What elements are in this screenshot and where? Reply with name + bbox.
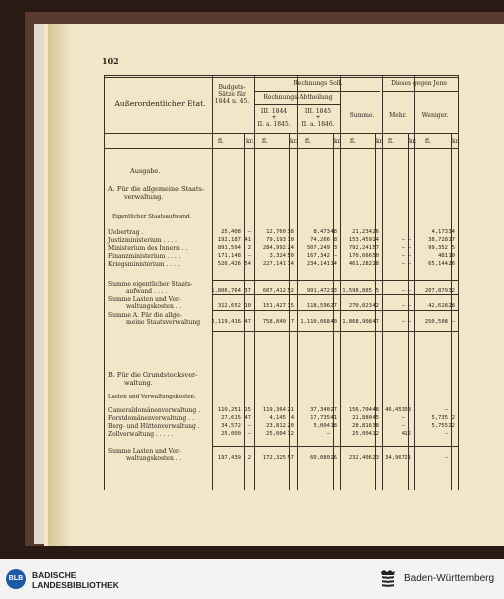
unit-rule bbox=[104, 148, 458, 149]
cell-k2: 52 bbox=[287, 288, 294, 294]
cell-c4: 1,598,885 bbox=[342, 288, 372, 294]
unit-label: fl. bbox=[350, 138, 356, 145]
row-label: Kriegsministerium . . . . bbox=[108, 261, 180, 268]
cell-c1: 192,187 bbox=[217, 237, 241, 243]
table-top-rule bbox=[104, 75, 458, 76]
cell-k6: 34 bbox=[448, 229, 455, 235]
section-a-title-2: verwaltung. bbox=[124, 193, 164, 201]
table-vline-0 bbox=[104, 75, 105, 490]
cell-c4: 1,868,908 bbox=[342, 319, 372, 325]
unit-label: kr. bbox=[452, 138, 460, 145]
unit-label: kr. bbox=[334, 138, 342, 145]
cell-c5: — bbox=[401, 261, 405, 267]
cell-k6: 17 bbox=[448, 237, 455, 243]
cell-k2: 10 bbox=[287, 237, 294, 243]
cell-c5: 34,967 bbox=[385, 455, 405, 461]
period2-plus: + bbox=[315, 114, 321, 121]
diff-sub-rule bbox=[382, 91, 458, 92]
cell-c2: 4,145 bbox=[269, 415, 286, 421]
cell-k6: 5 bbox=[451, 245, 455, 251]
row-label: Justizministerium . . . . bbox=[108, 237, 177, 244]
cell-k3: 14 bbox=[330, 261, 337, 267]
section-lasten: Lasten und Verwaltungskosten. bbox=[108, 394, 196, 400]
cell-c3: 60,080 bbox=[310, 455, 330, 461]
cell-c1: 110,251 bbox=[217, 407, 241, 413]
cell-k4: 38 bbox=[372, 423, 379, 429]
cell-c3: 17,735 bbox=[310, 415, 330, 421]
page-number: 102 bbox=[102, 56, 119, 66]
row-label: Finanzministerium . . . . bbox=[108, 253, 181, 260]
cell-c2: 151,427 bbox=[262, 303, 286, 309]
cell-c4: 170,666 bbox=[348, 253, 372, 259]
row-label: Ministerium des Innern . . bbox=[108, 245, 188, 252]
unit-label: fl. bbox=[305, 138, 311, 145]
cell-k1: 2 bbox=[247, 455, 251, 461]
cell-k5: 33 bbox=[404, 407, 411, 413]
blb-name[interactable] bbox=[32, 570, 119, 590]
cell-k3: 26 bbox=[330, 455, 337, 461]
cell-k3: 40 bbox=[330, 319, 337, 325]
row-label: Summe Lasten und Ver- bbox=[108, 296, 181, 303]
cell-c1: 27,615 bbox=[221, 415, 241, 421]
cell-c4: 270,023 bbox=[348, 303, 372, 309]
abtheilung-header: Rechnungs-Abtheilung bbox=[263, 94, 333, 101]
summe-header: Summe. bbox=[349, 112, 375, 119]
period2-a: III. 1845 bbox=[304, 108, 332, 115]
cell-c5: — bbox=[401, 319, 405, 325]
cell-k5: — bbox=[407, 245, 411, 251]
unit-label: fl. bbox=[425, 138, 431, 145]
unit-label: fl. bbox=[262, 138, 268, 145]
cell-c1: 34,572 bbox=[221, 423, 241, 429]
sum-rule-4 bbox=[212, 331, 458, 332]
cell-k6: 28 bbox=[448, 303, 455, 309]
cell-k6: 10 bbox=[448, 253, 455, 259]
cell-k1: – bbox=[247, 229, 251, 235]
cell-k2: 24 bbox=[287, 245, 294, 251]
cell-k6: — bbox=[451, 319, 455, 325]
unit-label: fl. bbox=[218, 138, 224, 145]
cell-c5: — bbox=[401, 415, 405, 421]
cell-c1: 312,652 bbox=[217, 303, 241, 309]
cell-k3: 3 bbox=[333, 245, 337, 251]
cell-c5: — bbox=[401, 253, 405, 259]
cell-k1: 47 bbox=[244, 415, 251, 421]
cell-k4: 28 bbox=[372, 261, 379, 267]
section-b-title: B. Für die Grundstocksver- bbox=[108, 371, 198, 379]
cell-k4: 57 bbox=[372, 245, 379, 251]
cell-k4: 47 bbox=[372, 319, 379, 325]
row-label: Uebertrag . bbox=[108, 229, 144, 236]
cell-c4: 792,241 bbox=[348, 245, 372, 251]
row-label: Berg- und Hüttenverwaltung . bbox=[108, 423, 200, 430]
cell-c5: — bbox=[401, 245, 405, 251]
cell-k4: 23 bbox=[372, 455, 379, 461]
cell-k2: 15 bbox=[287, 303, 294, 309]
cell-c2: 758,840 bbox=[262, 319, 286, 325]
row-label: Forstdomänenverwaltung . . bbox=[108, 415, 194, 422]
cell-c5: — bbox=[401, 288, 405, 294]
cell-k4: 24 bbox=[372, 237, 379, 243]
cell-k4: 45 bbox=[372, 415, 379, 421]
cell-c4: 156,704 bbox=[348, 407, 372, 413]
row-label: Summe A. Für die allge- bbox=[108, 312, 182, 319]
cell-k3: – bbox=[333, 253, 337, 259]
cell-c1: 25,408 bbox=[221, 229, 241, 235]
cell-c4: 21,234 bbox=[352, 229, 372, 235]
cell-k1: – bbox=[247, 253, 251, 259]
cell-c1: 25,000 bbox=[221, 431, 241, 437]
cell-k5: — bbox=[407, 253, 411, 259]
period1-plus: + bbox=[271, 114, 277, 121]
cell-c6: 5,735 bbox=[431, 415, 448, 421]
cell-k1: – bbox=[247, 431, 251, 437]
cell-k2: 21 bbox=[287, 407, 294, 413]
unit-label: fl. bbox=[388, 138, 394, 145]
cell-k4: 50 bbox=[372, 253, 379, 259]
cell-c4: 28,816 bbox=[352, 423, 372, 429]
cell-k1: 10 bbox=[244, 303, 251, 309]
rechnungs-soll-header: Rechnungs Soll. bbox=[293, 80, 343, 87]
cell-c6: 207,879 bbox=[424, 288, 448, 294]
cell-c2: 172,325 bbox=[262, 455, 286, 461]
cell-c6: 99,352 bbox=[428, 245, 448, 251]
cell-k3: 13 bbox=[330, 288, 337, 294]
cell-c3: 37,340 bbox=[310, 407, 330, 413]
row-label: Cameraldomänenverwaltung . bbox=[108, 407, 201, 414]
unit-label: kr. bbox=[409, 138, 417, 145]
soll-sub-rule bbox=[254, 91, 380, 92]
cell-k3: 48 bbox=[330, 229, 337, 235]
cell-c3: 991,472 bbox=[306, 288, 330, 294]
section-eigentlicher: Eigentlicher Staatsaufwand. bbox=[112, 214, 192, 220]
cell-k1: 37 bbox=[244, 288, 251, 294]
cell-k2: 12 bbox=[287, 431, 294, 437]
cell-k5: — bbox=[407, 319, 411, 325]
cell-c6: 481 bbox=[438, 253, 448, 259]
cell-k2: 14 bbox=[287, 261, 294, 267]
cell-c1: 171,148 bbox=[217, 253, 241, 259]
cell-k5: 12 bbox=[404, 431, 411, 437]
cell-c1: 2,119,416 bbox=[211, 319, 241, 325]
cell-k4: 48 bbox=[372, 407, 379, 413]
cell-c3: 74,266 bbox=[310, 237, 330, 243]
cell-c2: 607,412 bbox=[262, 288, 286, 294]
blb-line-1: BADISCHE bbox=[32, 570, 77, 580]
cell-c6: 65,144 bbox=[428, 261, 448, 267]
sum-rule-b bbox=[212, 446, 458, 447]
cell-c1: 891,594 bbox=[217, 245, 241, 251]
bw-coat-of-arms-icon[interactable] bbox=[378, 568, 398, 588]
cell-c4: 461,282 bbox=[348, 261, 372, 267]
cell-c4: 25,004 bbox=[352, 431, 372, 437]
row-label-cont: aufwand . . . . bbox=[126, 288, 168, 295]
cell-k1: 15 bbox=[244, 407, 251, 413]
cell-k4: 26 bbox=[372, 229, 379, 235]
section-ausgabe: Ausgabe. bbox=[130, 167, 161, 175]
blb-line-2: LANDESBIBLIOTHEK bbox=[32, 580, 119, 590]
cell-k2: 20 bbox=[287, 423, 294, 429]
bw-label[interactable]: Baden-Württemberg bbox=[404, 573, 495, 584]
cell-k3: 18 bbox=[330, 423, 337, 429]
cell-c6: 42,628 bbox=[428, 303, 448, 309]
cell-c1: 1,806,764 bbox=[211, 288, 241, 294]
cell-c2: 12,760 bbox=[266, 229, 286, 235]
cell-c2: 23,812 bbox=[266, 423, 286, 429]
row-label-cont: waltungskosten . . bbox=[126, 303, 182, 310]
sum-rule-3 bbox=[212, 310, 458, 311]
cell-k6: 2 bbox=[451, 415, 455, 421]
cell-c5: 4 bbox=[401, 431, 405, 437]
unit-label: kr. bbox=[290, 138, 298, 145]
cell-k5: — bbox=[407, 303, 411, 309]
weniger-header: Weniger. bbox=[421, 112, 449, 119]
cell-c6: 5,755 bbox=[431, 423, 448, 429]
unit-label: kr. bbox=[246, 138, 254, 145]
cell-c6: — bbox=[444, 407, 448, 413]
kr-vline-5 bbox=[451, 133, 452, 490]
cell-k1: 41 bbox=[244, 237, 251, 243]
cell-k1: 54 bbox=[244, 261, 251, 267]
cell-c4: 232,406 bbox=[348, 455, 372, 461]
cell-k4: 42 bbox=[372, 303, 379, 309]
cell-c1: 197,439 bbox=[217, 455, 241, 461]
cell-c3: 118,596 bbox=[306, 303, 330, 309]
column-title: Außerordentlicher Etat. bbox=[114, 99, 206, 108]
cell-c5: — bbox=[401, 237, 405, 243]
sum-rule-1 bbox=[212, 280, 458, 281]
cell-c2: 79,193 bbox=[266, 237, 286, 243]
cell-c6: 38,728 bbox=[428, 237, 448, 243]
cell-k3: 8 bbox=[333, 237, 337, 243]
cell-k3: 27 bbox=[330, 303, 337, 309]
cell-c3: — bbox=[326, 431, 330, 437]
mehr-header: Mehr. bbox=[389, 112, 407, 119]
cell-c2: 3,324 bbox=[269, 253, 286, 259]
cell-k5: 21 bbox=[404, 455, 411, 461]
cell-c4: 153,459 bbox=[348, 237, 372, 243]
row-label-cont: meine Staatsverwaltung bbox=[126, 319, 201, 326]
cell-k1: 47 bbox=[244, 319, 251, 325]
cell-c2: 227,141 bbox=[262, 261, 286, 267]
cell-k5: — bbox=[407, 261, 411, 267]
row-label: Summe Lasten und Ver- bbox=[108, 448, 181, 455]
cell-k6: 22 bbox=[448, 423, 455, 429]
period2-b: II. a. 1846. bbox=[301, 121, 335, 128]
cell-k3: 27 bbox=[330, 407, 337, 413]
cell-k2: 57 bbox=[287, 455, 294, 461]
page-gutter bbox=[48, 24, 70, 546]
cell-c6: 250,508 bbox=[424, 319, 448, 325]
cell-k3: 41 bbox=[330, 415, 337, 421]
blb-logo-icon[interactable]: BLB bbox=[6, 569, 26, 589]
period1-a: III. 1844 bbox=[260, 108, 288, 115]
cell-c5: 46,453 bbox=[385, 407, 405, 413]
cell-c6: — bbox=[444, 455, 448, 461]
dieses-gegen-jene-header: Dieses gegen Jene bbox=[391, 80, 447, 87]
cell-c4: 21,880 bbox=[352, 415, 372, 421]
cell-c3: 167,342 bbox=[306, 253, 330, 259]
cell-c2: 119,364 bbox=[262, 407, 286, 413]
section-a-title: A. Für die allgemeine Staats- bbox=[108, 185, 205, 193]
section-b-title-2: waltung. bbox=[124, 379, 153, 387]
period1-b: II. a. 1845. bbox=[257, 121, 291, 128]
cell-k1: 2 bbox=[247, 245, 251, 251]
cell-k2: 4 bbox=[290, 415, 294, 421]
unit-label: kr. bbox=[376, 138, 384, 145]
cell-k6: 32 bbox=[448, 288, 455, 294]
cell-k2: 38 bbox=[287, 229, 294, 235]
cell-c1: 526,426 bbox=[217, 261, 241, 267]
cell-k6: 26 bbox=[448, 261, 455, 267]
cell-c3: 234,141 bbox=[306, 261, 330, 267]
row-label: Zollverwaltung . . . . . bbox=[108, 431, 174, 438]
cell-k1: – bbox=[247, 423, 251, 429]
cell-k2: 50 bbox=[287, 253, 294, 259]
cell-k5: — bbox=[407, 237, 411, 243]
cell-k4: 5 bbox=[375, 288, 379, 294]
cell-k5: — bbox=[407, 288, 411, 294]
cell-c6: 4,173 bbox=[431, 229, 448, 235]
cell-c5: — bbox=[401, 303, 405, 309]
cell-k2: 7 bbox=[290, 319, 294, 325]
row-label: Summe eigentlicher Staats- bbox=[108, 281, 193, 288]
row-label-cont: waltungskosten . . bbox=[126, 455, 182, 462]
cell-c6: — bbox=[444, 431, 448, 437]
cell-c2: 25,004 bbox=[266, 431, 286, 437]
cell-c5: — bbox=[401, 423, 405, 429]
cell-c3: 8,473 bbox=[313, 229, 330, 235]
cell-c3: 5,004 bbox=[313, 423, 330, 429]
header-bottom-rule bbox=[104, 133, 458, 134]
table-top-rule-2 bbox=[104, 77, 458, 78]
cell-c3: 1,110,068 bbox=[300, 319, 330, 325]
cell-k4: 12 bbox=[372, 431, 379, 437]
budget-header: Budgets-Sätze für 1844 u. 45. bbox=[214, 84, 250, 105]
cell-c2: 284,992 bbox=[262, 245, 286, 251]
cell-c3: 507,249 bbox=[306, 245, 330, 251]
